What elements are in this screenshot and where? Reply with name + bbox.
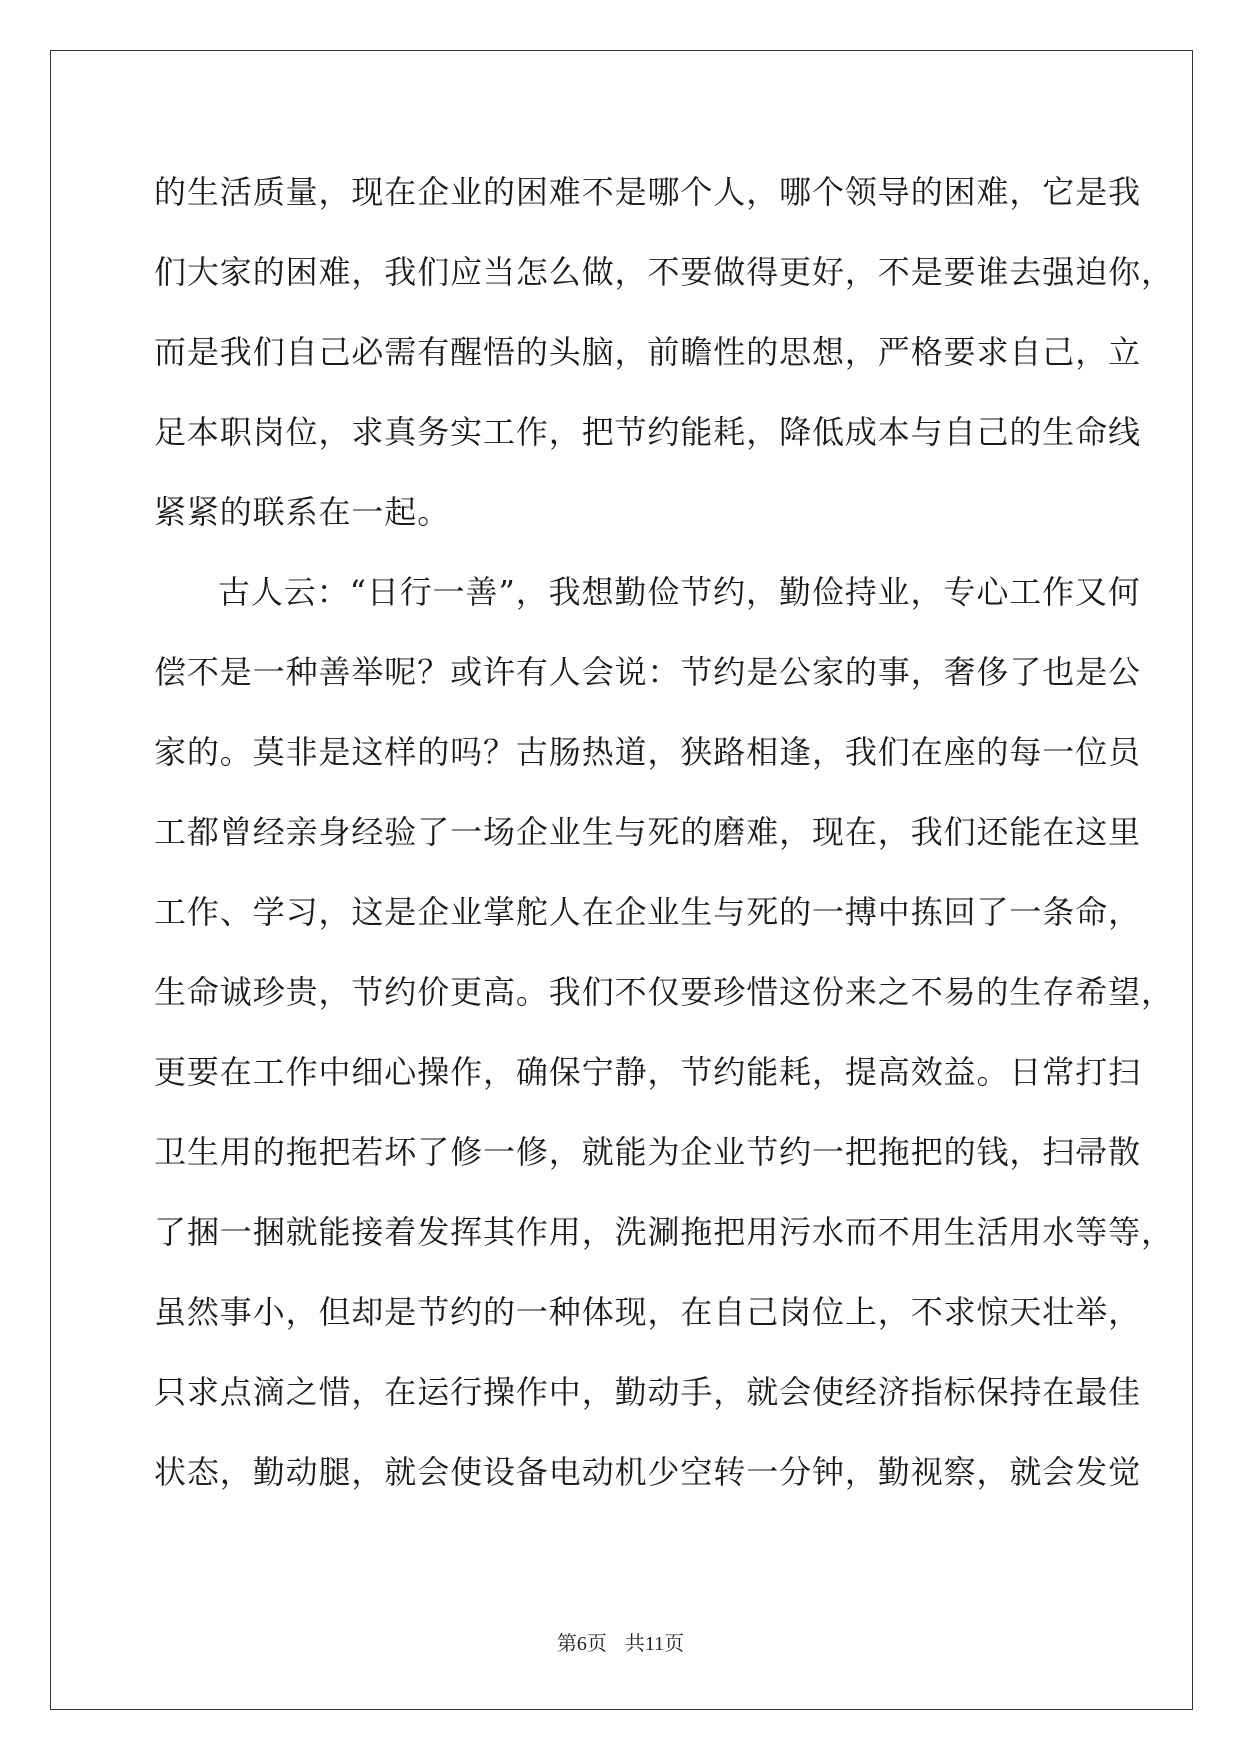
text-line: 卫生用的拖把若坏了修一修，就能为企业节约一把拖把的钱，扫帚散	[154, 1133, 1142, 1171]
text-line: 足本职岗位，求真务实工作，把节约能耗，降低成本与自己的生命线	[154, 413, 1142, 451]
page-total: 共11页	[624, 1633, 685, 1655]
text-line: 偿不是一种善举呢？或许有人会说：节约是公家的事，奢侈了也是公	[154, 653, 1142, 691]
text-line: 更要在工作中细心操作，确保宁静，节约能耗，提高效益。日常打扫	[154, 1053, 1142, 1091]
text-line: 只求点滴之惜，在运行操作中，勤动手，就会使经济指标保持在最佳	[154, 1373, 1142, 1411]
page-number: 第6页	[556, 1633, 607, 1655]
text-line: 工作、学习，这是企业掌舵人在企业生与死的一搏中拣回了一条命，	[154, 893, 1142, 931]
text-line: 生命诚珍贵，节约价更高。我们不仅要珍惜这份来之不易的生存希望，	[154, 973, 1174, 1011]
text-line: 家的。莫非是这样的吗？古肠热道，狭路相逢，我们在座的每一位员	[154, 733, 1142, 771]
text-line: 而是我们自己必需有醒悟的头脑，前瞻性的思想，严格要求自己，立	[154, 333, 1142, 371]
page-footer	[0, 1627, 1241, 1656]
paragraph-first-line: 古人云：“日行一善”，我想勤俭节约，勤俭持业，专心工作又何	[218, 573, 1141, 611]
text-line: 状态，勤动腿，就会使设备电动机少空转一分钟，勤视察，就会发觉	[154, 1453, 1142, 1491]
body-text	[154, 158, 1174, 1518]
text-line: 的生活质量，现在企业的困难不是哪个人，哪个领导的困难，它是我	[154, 173, 1142, 211]
text-line: 们大家的困难，我们应当怎么做，不要做得更好，不是要谁去强迫你，	[154, 253, 1174, 291]
text-line: 了捆一捆就能接着发挥其作用，洗涮拖把用污水而不用生活用水等等，	[154, 1213, 1174, 1251]
text-line: 紧紧的联系在一起。	[154, 493, 451, 531]
text-line: 虽然事小，但却是节约的一种体现，在自己岗位上，不求惊天壮举，	[154, 1293, 1142, 1331]
text-line: 工都曾经亲身经验了一场企业生与死的磨难，现在，我们还能在这里	[154, 813, 1142, 851]
